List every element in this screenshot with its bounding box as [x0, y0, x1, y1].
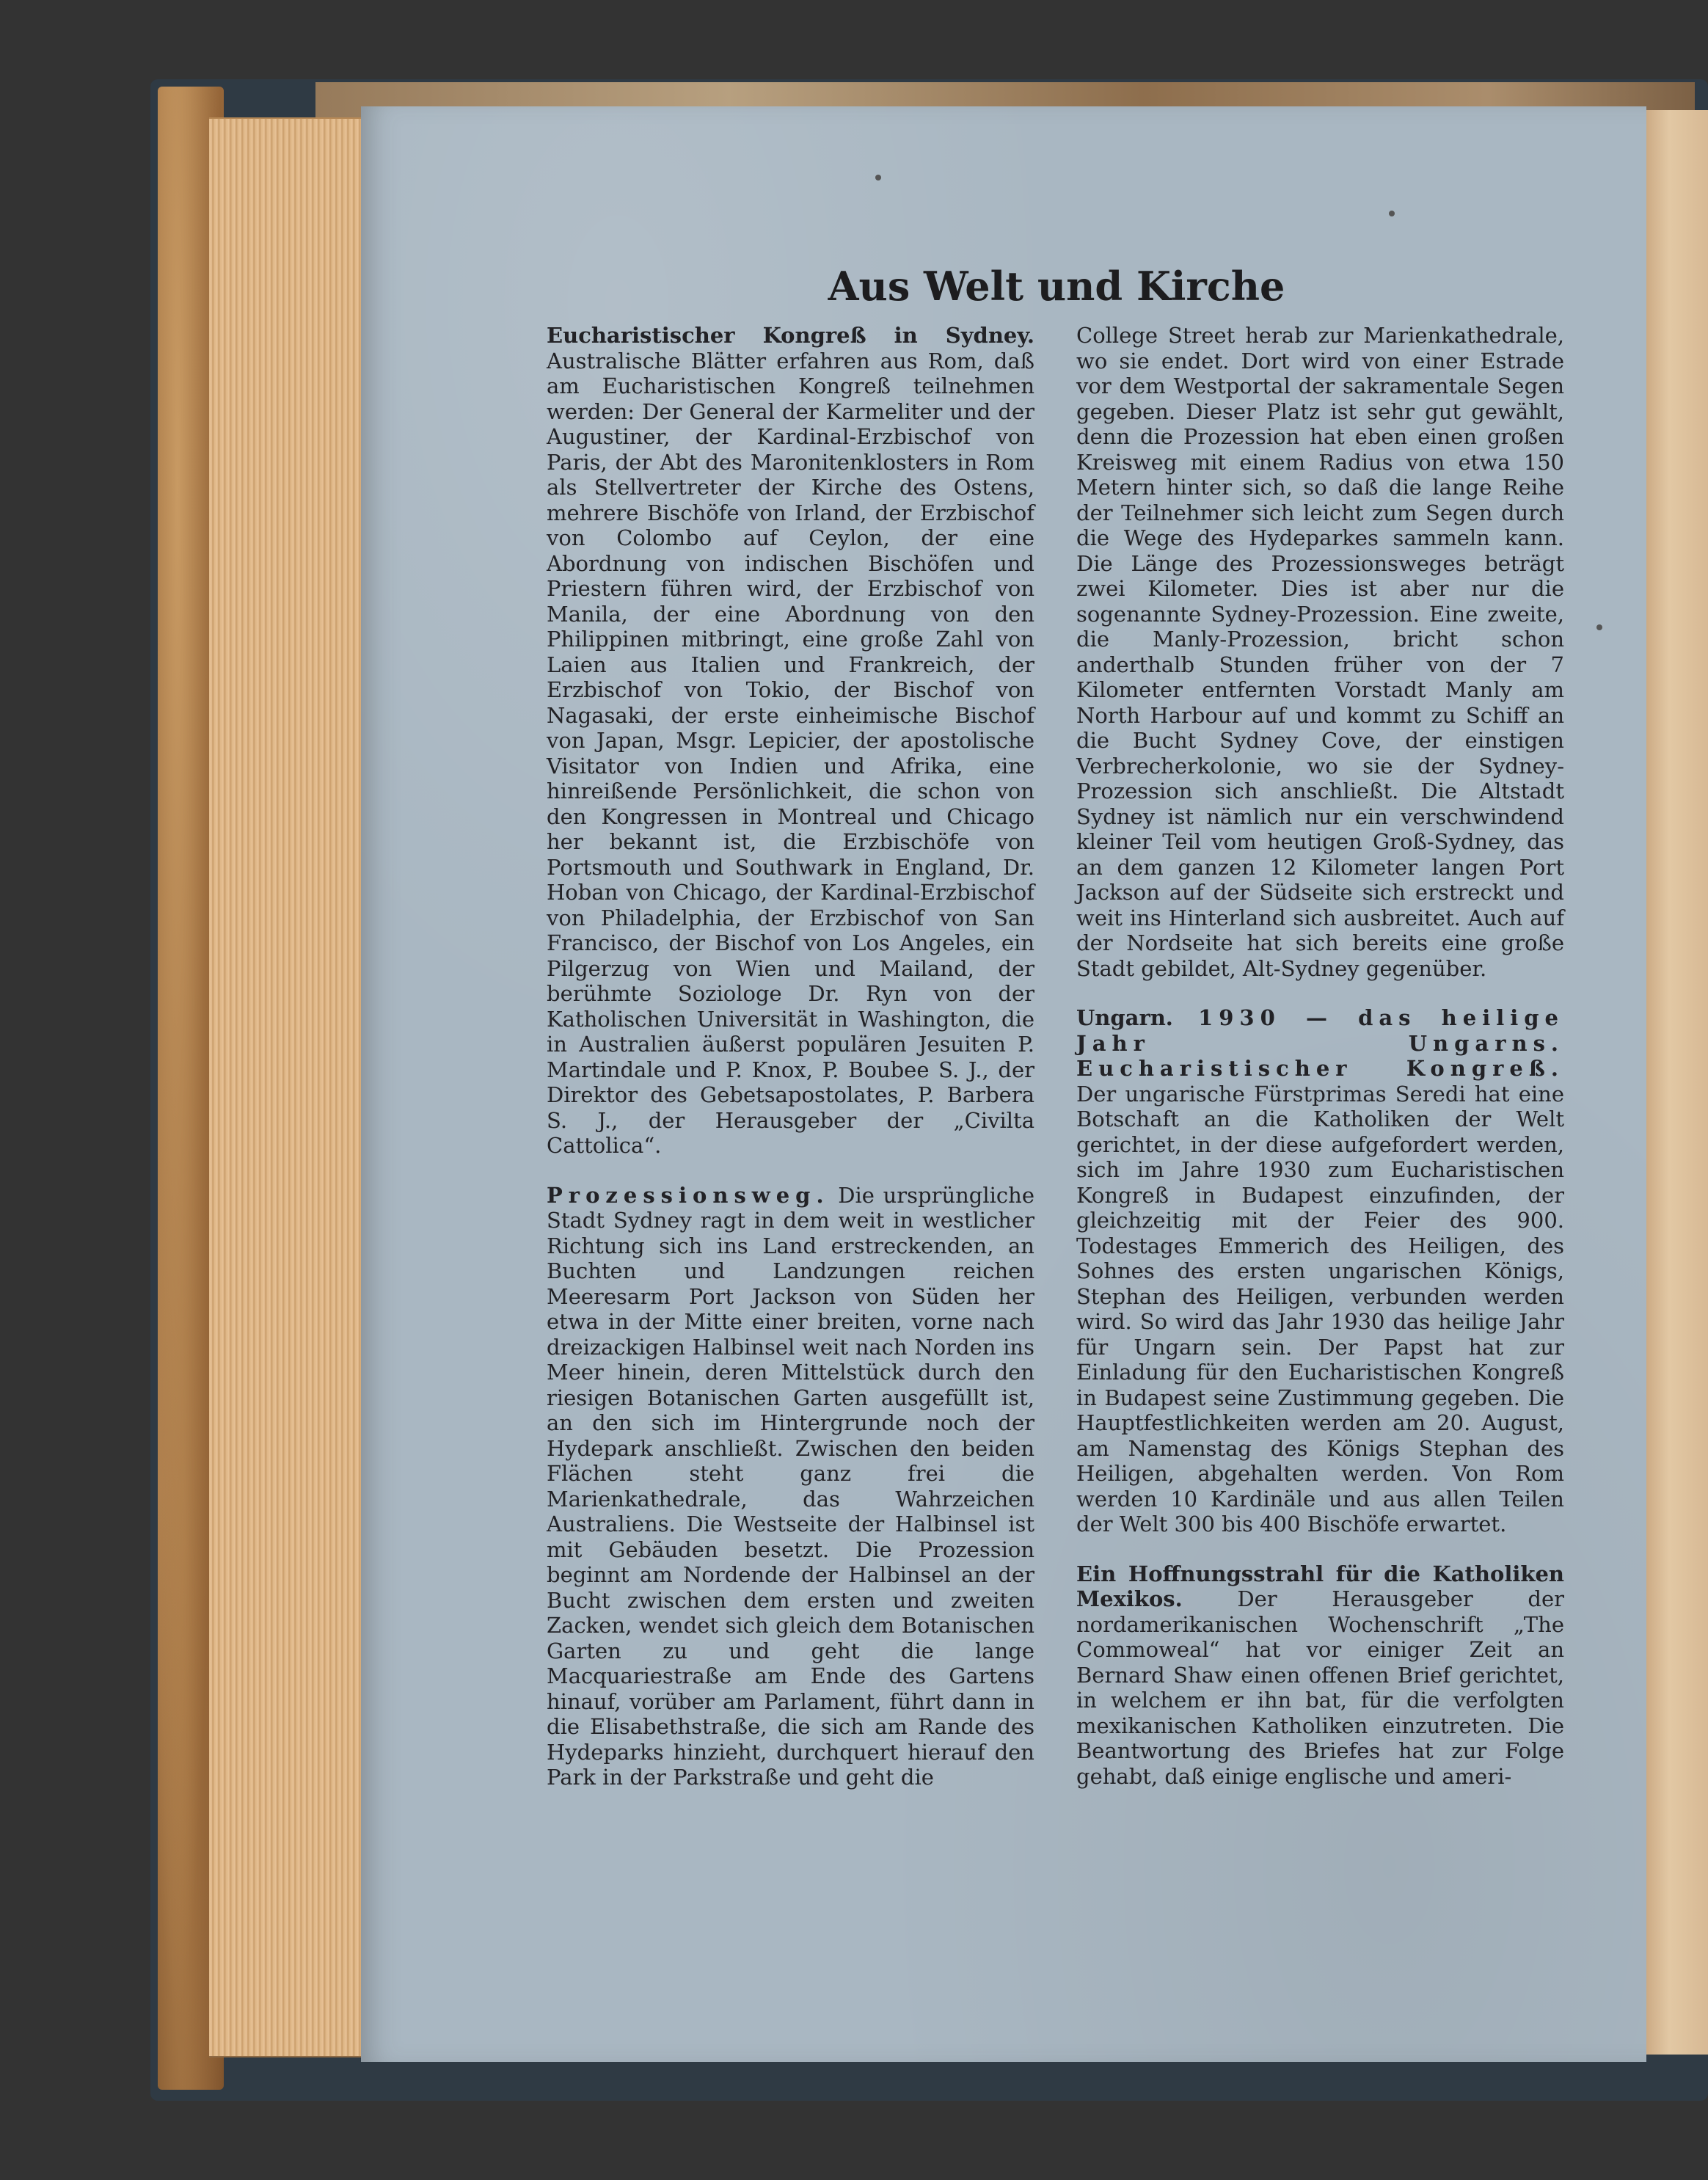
- paper-speck: [875, 175, 881, 181]
- article-heading: Ein Hoffnungsstrahl für die Katholiken Mexikos.: [1076, 1561, 1564, 1611]
- facing-page-edge: [1643, 110, 1708, 2055]
- article-heading: Eucharistischer Kongreß in Sydney.: [547, 323, 1034, 348]
- article-heading: Prozessionsweg.: [547, 1182, 830, 1208]
- article-text: Die ursprüngliche Stadt Sydney ragt in dem weit in westlicher Richtung sich ins Land erstreckenden, an Buchten und Landzungen reichen Meeresarm Port Jackson von Süden her etwa in der Mitte einer breiten, vorne nach dreizackigen Halbinsel weit nach Norden ins Meer hinein, deren Mittelstück durch den riesigen Botanischen Garten ausgefüllt ist, an den sich im Hintergrunde noch der Hydepark anschließt. Zwischen den beiden Flächen steht ganz frei die Marienkathedrale, das Wahrzeichen Australiens. Die Westseite der Halbinsel ist mit Gebäuden besetzt. Die Prozession beginnt am Nordende der Halbinsel an der Bucht zwischen dem ersten und zweiten Zacken, wendet sich gleich dem Botanischen Garten zu und geht die lange Macquariestraße am Ende des Gartens hinauf, vorüber am Parlament, führt dann in die Elisabethstraße, die sich am Rande des Hydeparks hinzieht, durchquert hierauf den Park in der Parkstraße und geht die: [547, 1182, 1034, 1790]
- article-heading: Ungarn.: [1076, 1005, 1173, 1030]
- article-text: College Street herab zur Marienkathedrale, wo sie endet. Dort wird von einer Estrade vor dem Westportal der sakramentale Segen gegeben. Dieser Platz ist sehr gut gewählt, denn die Prozession hat eben einen großen Kreisweg mit einem Radius von etwa 150 Metern hinter sich, so daß die lange Reihe der Teilnehmer sich leicht zum Segen durch die Wege des Hydeparkes sammeln kann. Die Länge des Prozessionsweges beträgt zwei Kilometer. Dies ist aber nur die sogenannte Sydney-Prozession. Eine zweite, die Manly-Prozession, bricht schon anderthalb Stunden früher von der 7 Kilometer entfernten Vorstadt Manly am North Harbour auf und kommt zu Schiff an die Bucht Sydney Cove, der einstigen Verbrecherkolonie, wo sie der Sydney-Prozession sich anschließt. Die Altstadt Sydney ist nämlich nur ein verschwindend kleiner Teil vom heutigen Groß-Sydney, das an dem ganzen 12 Kilometer langen Port Jackson auf der Südseite sich erstreckt und weit ins Hinterland sich ausbreitet. Auch auf der Nordseite hat sich bereits eine große Stadt gebildet, Alt-Sydney gegenüber.: [1076, 323, 1564, 981]
- article-subheading: 1930 — das heilige Jahr Ungarns. Eucharistischer Kongreß.: [1076, 1005, 1564, 1081]
- article-text: Der Herausgeber der nordamerikanischen Wochenschrift „The Commoweal“ hat vor einiger Zeit an Bernard Shaw einen offenen Brief gerichtet, in welchem er ihn bat, für die verfolgten mexikanischen Katholiken einzutreten. Die Beantwortung des Briefes hat zur Folge gehabt, daß einige englische und ameri-: [1076, 1586, 1564, 1789]
- article-procession-continued: [1076, 323, 1564, 981]
- article-text: Australische Blätter erfahren aus Rom, daß am Eucharistischen Kongreß teilnehmen werden: Der General der Karmeliter und der Augustiner, der Kardinal-Erzbischof von Paris, der Abt des Maronitenklosters in Rom als Stellvertreter der Kirche des Ostens, mehrere Bischöfe von Irland, der Erzbischof von Colombo auf Ceylon, der eine Abordnung von indischen Bischöfen und Priestern führen wird, der Erzbischof von Manila, der eine Abordnung von den Philippinen mitbringt, eine große Zahl von Laien aus Italien und Frankreich, der Erzbischof von Tokio, der Bischof von Nagasaki, der erste einheimische Bischof von Japan, Msgr. Lepicier, der apostolische Visitator von Indien und Afrika, eine hinreißende Persönlichkeit, die schon von den Kongressen in Montreal und Chicago her bekannt ist, die Erzbischöfe von Portsmouth und Southwark in England, Dr. Hoban von Chicago, der Kardinal-Erzbischof von Philadelphia, der Erzbischof von San Francisco, der Bischof von Los Angeles, ein Pilgerzug von Wien und Mailand, der berühmte Soziologe Dr. Ryn von der Katholischen Universität in Washington, die in Australien äußerst populären Jesuiten P. Martindale und P. Knox, P. Boubee S. J., der Direktor des Gebetsapostolates, P. Barbera S. J., der Herausgeber der „Civilta Cattolica“.: [547, 348, 1034, 1158]
- article-mexico: [1076, 1561, 1564, 1790]
- article-hungary: [1076, 1005, 1564, 1537]
- article-eucharistic-congress-sydney: [547, 323, 1034, 1159]
- paper-speck: [1596, 624, 1602, 630]
- article-text: Der ungarische Fürstprimas Seredi hat eine Botschaft an die Katholiken der Welt gerichtet, in der diese aufgefordert werden, sich im Jahre 1930 zum Eucharistischen Kongreß in Budapest einzufinden, der gleichzeitig mit der Feier des 900. Todestages Emmerich des Heiligen, des Sohnes des ersten ungarischen Königs, Stephan des Heiligen, verbunden werden wird. So wird das Jahr 1930 das heilige Jahr für Ungarn sein. Der Papst hat zur Einladung für den Eucharistischen Kongreß in Budapest seine Zustimmung gegeben. Die Hauptfestlichkeiten werden am 20. August, am Namenstag des Königs Stephan des Heiligen, abgehalten werden. Von Rom werden 10 Kardinäle und aus allen Teilen der Welt 300 bis 400 Bischöfe erwartet.: [1076, 1081, 1564, 1536]
- article-procession-route: [547, 1183, 1034, 1790]
- left-column: [547, 323, 1034, 1790]
- page-edges: [209, 117, 367, 2057]
- right-column: [1076, 323, 1564, 1789]
- paper-speck: [1389, 211, 1395, 216]
- page-title: Aus Welt und Kirche: [828, 263, 1285, 310]
